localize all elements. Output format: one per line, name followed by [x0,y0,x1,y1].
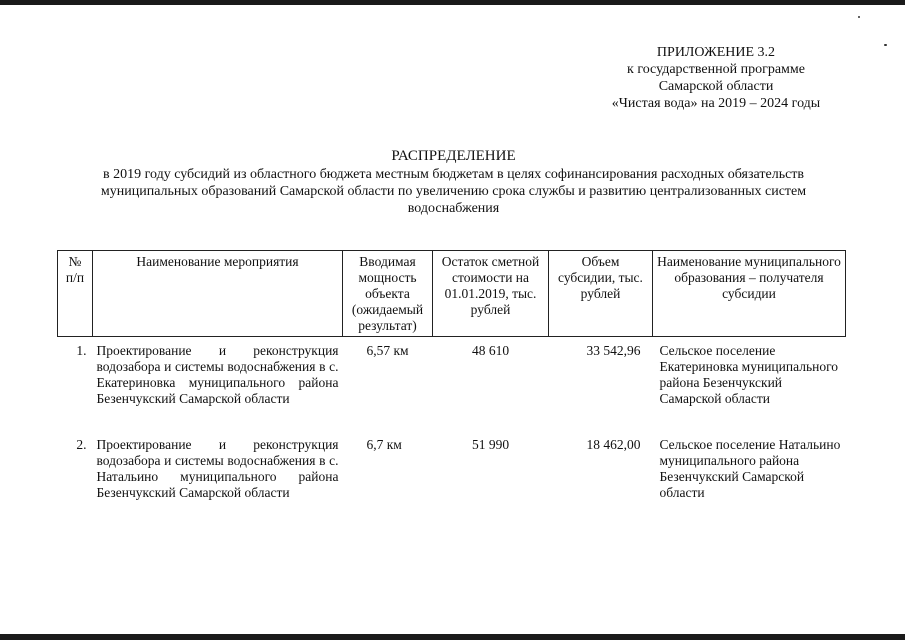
document-subtitle: в 2019 году субсидий из областного бюджета местным бюджетам в целях софинансирования расходных обязательств муниципальных образований Самарской области по увеличению срока службы и развитию централизованных систем водоснабжения [100,167,807,216]
appendix-line: «Чистая вода» на 2019 – 2024 годы [611,96,821,111]
scan-top-border [0,0,905,5]
cell-remaining: 51 990 [471,437,510,452]
header-subsidy: Объем субсидии, тыс. рублей [549,251,653,337]
cell-name: Проектирование и реконструкция водозабора и системы водоснабжения в с. Натальино муниципального района Безенчукский Самарской области [96,437,339,500]
cell-power: 6,57 км [366,343,409,358]
header-power: Вводимая мощность объекта (ожидаемый результат) [343,251,433,337]
appendix-line: Самарской области [658,79,774,94]
cell-power: 6,7 км [366,437,402,452]
scan-speck [858,16,860,18]
cell-recipient: Сельское поселение Натальино муниципального района Безенчукский Самарской области [659,437,841,500]
document-heading [56,148,851,217]
header-remaining: Остаток сметной стоимости на 01.01.2019, тыс. рублей [433,251,549,337]
table-row [58,437,846,501]
cell-remaining: 48 610 [471,343,510,358]
header-recipient: Наименование муниципального образования – получателя субсидии [653,251,846,337]
cell-recipient: Сельское поселение Екатериновка муниципального района Безенчукский Самарской области [659,343,839,406]
table-row [58,343,846,437]
cell-name: Проектирование и реконструкция водозабора и системы водоснабжения в с. Екатериновка муниципального района Безенчукский Самарской области [96,343,339,406]
appendix-line: к государственной программе [627,62,805,77]
table-header-row [58,251,846,337]
header-name: Наименование мероприятия [93,251,343,337]
cell-subsidy: 18 462,00 [586,437,641,452]
subsidy-table [57,250,846,501]
cell-num: 2. [76,437,87,452]
appendix-title: ПРИЛОЖЕНИЕ 3.2 [656,45,776,60]
scan-speck [884,44,887,46]
cell-subsidy: 33 542,96 [586,343,641,358]
appendix-block [560,44,872,112]
document-title: РАСПРЕДЕЛЕНИЕ [391,148,516,164]
header-num: № п/п [58,251,93,337]
cell-num: 1. [76,343,87,358]
scan-bottom-border [0,634,905,640]
